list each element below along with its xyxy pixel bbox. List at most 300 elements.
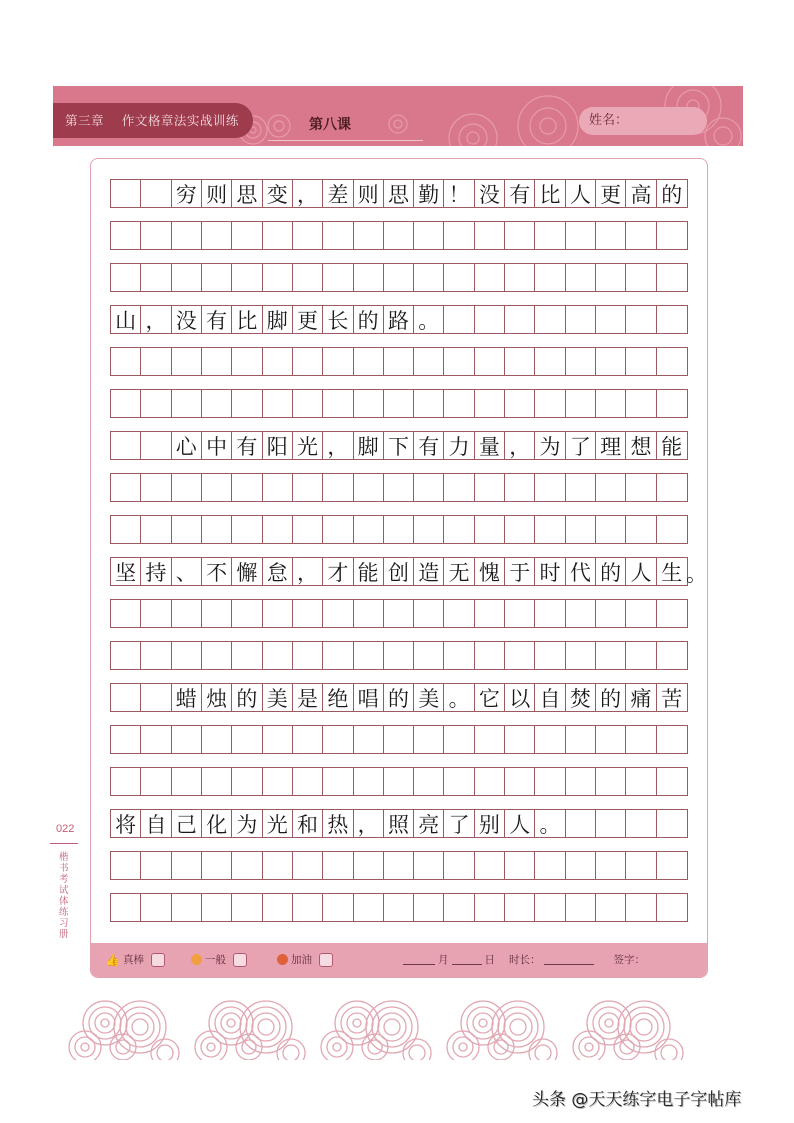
grid-cell[interactable] [444,390,474,417]
grid-cell[interactable] [596,768,626,795]
grid-cell[interactable] [444,516,474,543]
grid-cell[interactable] [384,222,414,249]
grid-cell[interactable] [596,516,626,543]
grid-cell[interactable] [596,390,626,417]
grid-cell[interactable] [414,348,444,375]
grid-cell[interactable] [172,852,202,879]
grid-cell[interactable]: 为 [535,432,565,459]
grid-cell[interactable] [505,768,535,795]
grid-cell[interactable] [626,516,656,543]
grid-cell[interactable] [475,516,505,543]
grid-cell[interactable]: 于 [505,558,535,585]
grid-cell[interactable]: 没 [172,306,202,333]
grid-cell[interactable]: 下 [384,432,414,459]
grid-cell[interactable] [263,348,293,375]
grid-cell[interactable] [354,516,384,543]
grid-cell[interactable] [657,600,687,627]
grid-cell[interactable] [111,264,141,291]
grid-cell[interactable]: 有 [232,432,262,459]
grid-cell[interactable] [475,852,505,879]
grid-cell[interactable] [657,390,687,417]
grid-cell[interactable] [626,852,656,879]
grid-cell[interactable] [111,642,141,669]
grid-cell[interactable]: 、 [172,558,202,585]
grid-cell[interactable] [202,390,232,417]
grid-cell[interactable]: ， [293,180,323,207]
grid-cell[interactable] [293,894,323,921]
grid-cell[interactable] [323,600,353,627]
grid-cell[interactable] [172,768,202,795]
grid-cell[interactable] [566,726,596,753]
grid-cell[interactable] [535,600,565,627]
grid-cell[interactable] [414,516,444,543]
grid-cell[interactable] [141,432,171,459]
grid-cell[interactable] [141,768,171,795]
grid-cell[interactable]: 光 [293,432,323,459]
grid-cell[interactable] [566,810,596,837]
grid-cell[interactable] [354,600,384,627]
grid-cell[interactable] [505,642,535,669]
grid-cell[interactable] [354,852,384,879]
grid-cell[interactable] [384,390,414,417]
grid-cell[interactable] [202,474,232,501]
grid-cell[interactable] [141,852,171,879]
grid-cell[interactable]: 思 [384,180,414,207]
grid-cell[interactable] [323,264,353,291]
grid-cell[interactable]: 热 [323,810,353,837]
grid-cell[interactable] [172,390,202,417]
grid-cell[interactable] [444,474,474,501]
grid-cell[interactable] [414,222,444,249]
grid-cell[interactable] [172,642,202,669]
grid-cell[interactable] [172,600,202,627]
grid-cell[interactable] [444,642,474,669]
grid-cell[interactable] [566,348,596,375]
grid-cell[interactable] [232,474,262,501]
grid-cell[interactable] [444,726,474,753]
grid-cell[interactable] [323,390,353,417]
grid-cell[interactable]: 唱 [354,684,384,711]
month-blank[interactable] [403,954,435,965]
grid-cell[interactable] [475,264,505,291]
grid-cell[interactable] [263,768,293,795]
grid-cell[interactable]: 愧 [475,558,505,585]
grid-cell[interactable]: 比 [232,306,262,333]
grid-cell[interactable] [626,390,656,417]
grid-cell[interactable] [323,474,353,501]
grid-cell[interactable]: 力 [444,432,474,459]
grid-cell[interactable] [626,474,656,501]
grid-cell[interactable] [566,768,596,795]
grid-cell[interactable] [141,684,171,711]
grid-cell[interactable]: 才 [323,558,353,585]
grid-cell[interactable] [535,642,565,669]
grid-cell[interactable] [657,348,687,375]
grid-cell[interactable]: ， [141,306,171,333]
grid-cell[interactable] [172,726,202,753]
grid-cell[interactable]: ， [293,558,323,585]
grid-cell[interactable]: 没 [475,180,505,207]
grid-cell[interactable]: 。 [414,306,444,333]
grid-cell[interactable] [566,222,596,249]
grid-cell[interactable] [263,894,293,921]
grid-cell[interactable]: ！ [444,180,474,207]
grid-cell[interactable] [323,348,353,375]
grid-cell[interactable]: 绝 [323,684,353,711]
grid-cell[interactable] [141,222,171,249]
grid-cell[interactable]: 的 [596,558,626,585]
grid-cell[interactable] [475,474,505,501]
grid-cell[interactable] [354,348,384,375]
grid-cell[interactable] [657,810,687,837]
grid-cell[interactable] [202,642,232,669]
grid-cell[interactable] [535,516,565,543]
grid-cell[interactable] [232,852,262,879]
grid-cell[interactable]: 不 [202,558,232,585]
grid-cell[interactable] [505,474,535,501]
grid-cell[interactable] [596,474,626,501]
grid-cell[interactable] [354,642,384,669]
grid-cell[interactable] [475,894,505,921]
grid-cell[interactable]: 中 [202,432,232,459]
grid-cell[interactable] [263,516,293,543]
grid-cell[interactable] [141,894,171,921]
grid-cell[interactable]: 勤 [414,180,444,207]
grid-cell[interactable] [202,768,232,795]
grid-cell[interactable]: 人 [626,558,656,585]
grid-cell[interactable]: 照 [384,810,414,837]
grid-cell[interactable] [172,348,202,375]
grid-cell[interactable] [293,852,323,879]
grid-cell[interactable]: 路 [384,306,414,333]
grid-cell[interactable] [626,600,656,627]
grid-cell[interactable] [535,726,565,753]
grid-cell[interactable] [232,222,262,249]
grid-cell[interactable]: 了 [444,810,474,837]
grid-cell[interactable] [111,390,141,417]
rating-great-checkbox[interactable] [151,953,165,967]
grid-cell[interactable] [596,894,626,921]
grid-cell[interactable]: 心 [172,432,202,459]
grid-cell[interactable]: 。 [444,684,474,711]
grid-cell[interactable] [626,348,656,375]
grid-cell[interactable] [384,264,414,291]
grid-cell[interactable] [626,306,656,333]
grid-cell[interactable] [111,222,141,249]
grid-cell[interactable]: 的 [354,306,384,333]
grid-cell[interactable] [535,474,565,501]
grid-cell[interactable] [232,600,262,627]
grid-cell[interactable]: 焚 [566,684,596,711]
rating-ok-checkbox[interactable] [233,953,247,967]
grid-cell[interactable] [384,348,414,375]
grid-cell[interactable]: 量 [475,432,505,459]
grid-cell[interactable] [263,642,293,669]
grid-cell[interactable]: 长 [323,306,353,333]
grid-cell[interactable] [414,474,444,501]
grid-cell[interactable]: 。 [535,810,565,837]
grid-cell[interactable] [505,852,535,879]
grid-cell[interactable] [293,222,323,249]
grid-cell[interactable]: 是 [293,684,323,711]
grid-cell[interactable]: 无 [444,558,474,585]
grid-cell[interactable] [111,180,141,207]
grid-cell[interactable] [596,306,626,333]
grid-cell[interactable] [141,474,171,501]
grid-cell[interactable] [384,600,414,627]
grid-cell[interactable]: 自 [535,684,565,711]
grid-cell[interactable] [657,474,687,501]
grid-cell[interactable] [505,600,535,627]
grid-cell[interactable]: 以 [505,684,535,711]
grid-cell[interactable]: 脚 [263,306,293,333]
grid-cell[interactable]: 人 [505,810,535,837]
grid-cell[interactable] [354,264,384,291]
grid-cell[interactable] [566,390,596,417]
grid-cell[interactable] [293,390,323,417]
grid-cell[interactable]: 山 [111,306,141,333]
grid-cell[interactable] [566,894,596,921]
grid-cell[interactable] [414,894,444,921]
grid-cell[interactable] [172,222,202,249]
grid-cell[interactable]: 有 [505,180,535,207]
grid-cell[interactable] [475,726,505,753]
grid-cell[interactable]: 亮 [414,810,444,837]
grid-cell[interactable]: 人 [566,180,596,207]
grid-cell[interactable] [535,894,565,921]
grid-cell[interactable] [384,642,414,669]
grid-cell[interactable] [505,306,535,333]
grid-cell[interactable] [111,894,141,921]
grid-cell[interactable]: 蜡 [172,684,202,711]
grid-cell[interactable] [535,852,565,879]
rating-try-checkbox[interactable] [319,953,333,967]
grid-cell[interactable]: 的 [232,684,262,711]
grid-cell[interactable] [475,222,505,249]
grid-cell[interactable] [596,348,626,375]
grid-cell[interactable]: 阳 [263,432,293,459]
grid-cell[interactable]: ， [505,432,535,459]
grid-cell[interactable] [263,474,293,501]
grid-cell[interactable] [535,306,565,333]
grid-cell[interactable]: 则 [354,180,384,207]
grid-cell[interactable] [596,600,626,627]
grid-cell[interactable] [354,390,384,417]
grid-cell[interactable]: 生 [661,560,683,585]
grid-cell[interactable]: 的 [384,684,414,711]
grid-cell[interactable] [657,726,687,753]
grid-cell[interactable]: 有 [414,432,444,459]
grid-cell[interactable] [141,264,171,291]
grid-cell[interactable]: 比 [535,180,565,207]
grid-cell[interactable]: 能 [661,434,683,459]
grid-cell[interactable] [444,264,474,291]
grid-cell[interactable] [293,768,323,795]
grid-cell[interactable] [657,852,687,879]
grid-cell[interactable] [202,264,232,291]
grid-cell[interactable] [172,894,202,921]
grid-cell[interactable] [323,222,353,249]
grid-cell[interactable] [596,642,626,669]
grid-cell[interactable]: 持 [141,558,171,585]
grid-cell[interactable] [202,600,232,627]
grid-cell[interactable] [566,642,596,669]
grid-cell[interactable] [172,474,202,501]
grid-cell[interactable] [293,348,323,375]
grid-cell[interactable] [323,642,353,669]
grid-cell[interactable] [596,264,626,291]
grid-cell[interactable]: 想 [626,432,656,459]
grid-cell[interactable] [475,600,505,627]
grid-cell[interactable]: 创 [384,558,414,585]
grid-cell[interactable] [111,768,141,795]
grid-cell[interactable] [566,474,596,501]
grid-cell[interactable] [293,726,323,753]
grid-cell[interactable] [596,726,626,753]
grid-cell[interactable] [232,642,262,669]
grid-cell[interactable] [263,390,293,417]
grid-cell[interactable]: 化 [202,810,232,837]
grid-cell[interactable] [232,348,262,375]
grid-cell[interactable] [354,768,384,795]
grid-cell[interactable] [202,222,232,249]
grid-cell[interactable] [475,306,505,333]
grid-cell[interactable] [596,222,626,249]
grid-cell[interactable] [293,516,323,543]
grid-cell[interactable] [293,474,323,501]
grid-cell[interactable]: 苦 [661,686,683,711]
grid-cell[interactable] [141,348,171,375]
grid-cell[interactable] [414,264,444,291]
grid-cell[interactable]: 更 [293,306,323,333]
grid-cell[interactable] [202,348,232,375]
grid-cell[interactable] [505,894,535,921]
grid-cell[interactable] [444,306,474,333]
grid-cell[interactable] [657,222,687,249]
grid-cell[interactable]: ， [354,810,384,837]
grid-cell[interactable] [263,726,293,753]
grid-cell[interactable] [202,726,232,753]
grid-cell[interactable] [626,264,656,291]
grid-cell[interactable] [505,390,535,417]
grid-cell[interactable] [505,264,535,291]
grid-cell[interactable]: ， [323,432,353,459]
grid-cell[interactable] [293,264,323,291]
grid-cell[interactable]: 的 [596,684,626,711]
grid-cell[interactable] [657,516,687,543]
grid-cell[interactable] [414,390,444,417]
grid-cell[interactable] [111,852,141,879]
grid-cell[interactable] [202,516,232,543]
grid-cell[interactable] [657,768,687,795]
grid-cell[interactable] [141,726,171,753]
grid-cell[interactable] [657,306,687,333]
grid-cell[interactable]: 和 [293,810,323,837]
grid-cell[interactable]: 的 [661,182,683,207]
grid-cell[interactable] [111,516,141,543]
grid-cell[interactable] [384,768,414,795]
grid-cell[interactable] [414,768,444,795]
grid-cell[interactable] [111,600,141,627]
grid-cell[interactable]: 理 [596,432,626,459]
grid-cell[interactable] [505,348,535,375]
grid-cell[interactable] [354,222,384,249]
grid-cell[interactable] [384,852,414,879]
grid-cell[interactable] [202,894,232,921]
grid-cell[interactable] [232,894,262,921]
grid-cell[interactable] [535,390,565,417]
grid-cell[interactable] [172,516,202,543]
grid-cell[interactable] [414,642,444,669]
grid-cell[interactable]: 它 [475,684,505,711]
grid-cell[interactable] [444,222,474,249]
grid-cell[interactable] [626,222,656,249]
grid-cell[interactable] [657,894,687,921]
grid-cell[interactable] [444,894,474,921]
grid-cell[interactable] [596,810,626,837]
grid-cell[interactable] [323,894,353,921]
grid-cell[interactable] [626,894,656,921]
grid-cell[interactable] [535,348,565,375]
grid-cell[interactable]: 更 [596,180,626,207]
grid-cell[interactable]: 美 [414,684,444,711]
grid-cell[interactable]: 了 [566,432,596,459]
grid-cell[interactable] [172,264,202,291]
grid-cell[interactable]: 时 [535,558,565,585]
grid-cell[interactable] [626,768,656,795]
grid-cell[interactable]: 己 [172,810,202,837]
grid-cell[interactable] [444,348,474,375]
grid-cell[interactable] [293,642,323,669]
grid-cell[interactable] [293,600,323,627]
grid-cell[interactable] [566,600,596,627]
grid-cell[interactable]: 脚 [354,432,384,459]
grid-cell[interactable]: 懈 [232,558,262,585]
grid-cell[interactable]: 怠 [263,558,293,585]
grid-cell[interactable] [475,348,505,375]
grid-cell[interactable] [111,432,141,459]
grid-cell[interactable] [384,474,414,501]
grid-cell[interactable] [354,474,384,501]
grid-cell[interactable] [354,894,384,921]
grid-cell[interactable] [202,852,232,879]
grid-cell[interactable]: 代 [566,558,596,585]
grid-cell[interactable] [384,516,414,543]
grid-cell[interactable] [263,852,293,879]
grid-cell[interactable] [475,390,505,417]
name-field[interactable] [579,107,707,135]
day-blank[interactable] [452,954,482,965]
grid-cell[interactable] [141,516,171,543]
grid-cell[interactable] [263,600,293,627]
grid-cell[interactable] [263,222,293,249]
grid-cell[interactable] [323,726,353,753]
grid-cell[interactable] [232,726,262,753]
grid-cell[interactable]: 痛 [626,684,656,711]
grid-cell[interactable] [141,600,171,627]
grid-cell[interactable] [111,474,141,501]
grid-cell[interactable] [535,768,565,795]
grid-cell[interactable] [444,600,474,627]
grid-cell[interactable] [626,726,656,753]
grid-cell[interactable] [596,852,626,879]
grid-cell[interactable] [232,264,262,291]
grid-cell[interactable]: 有 [202,306,232,333]
grid-cell[interactable] [505,726,535,753]
grid-cell[interactable]: 造 [414,558,444,585]
grid-cell[interactable] [232,768,262,795]
grid-cell[interactable] [263,264,293,291]
